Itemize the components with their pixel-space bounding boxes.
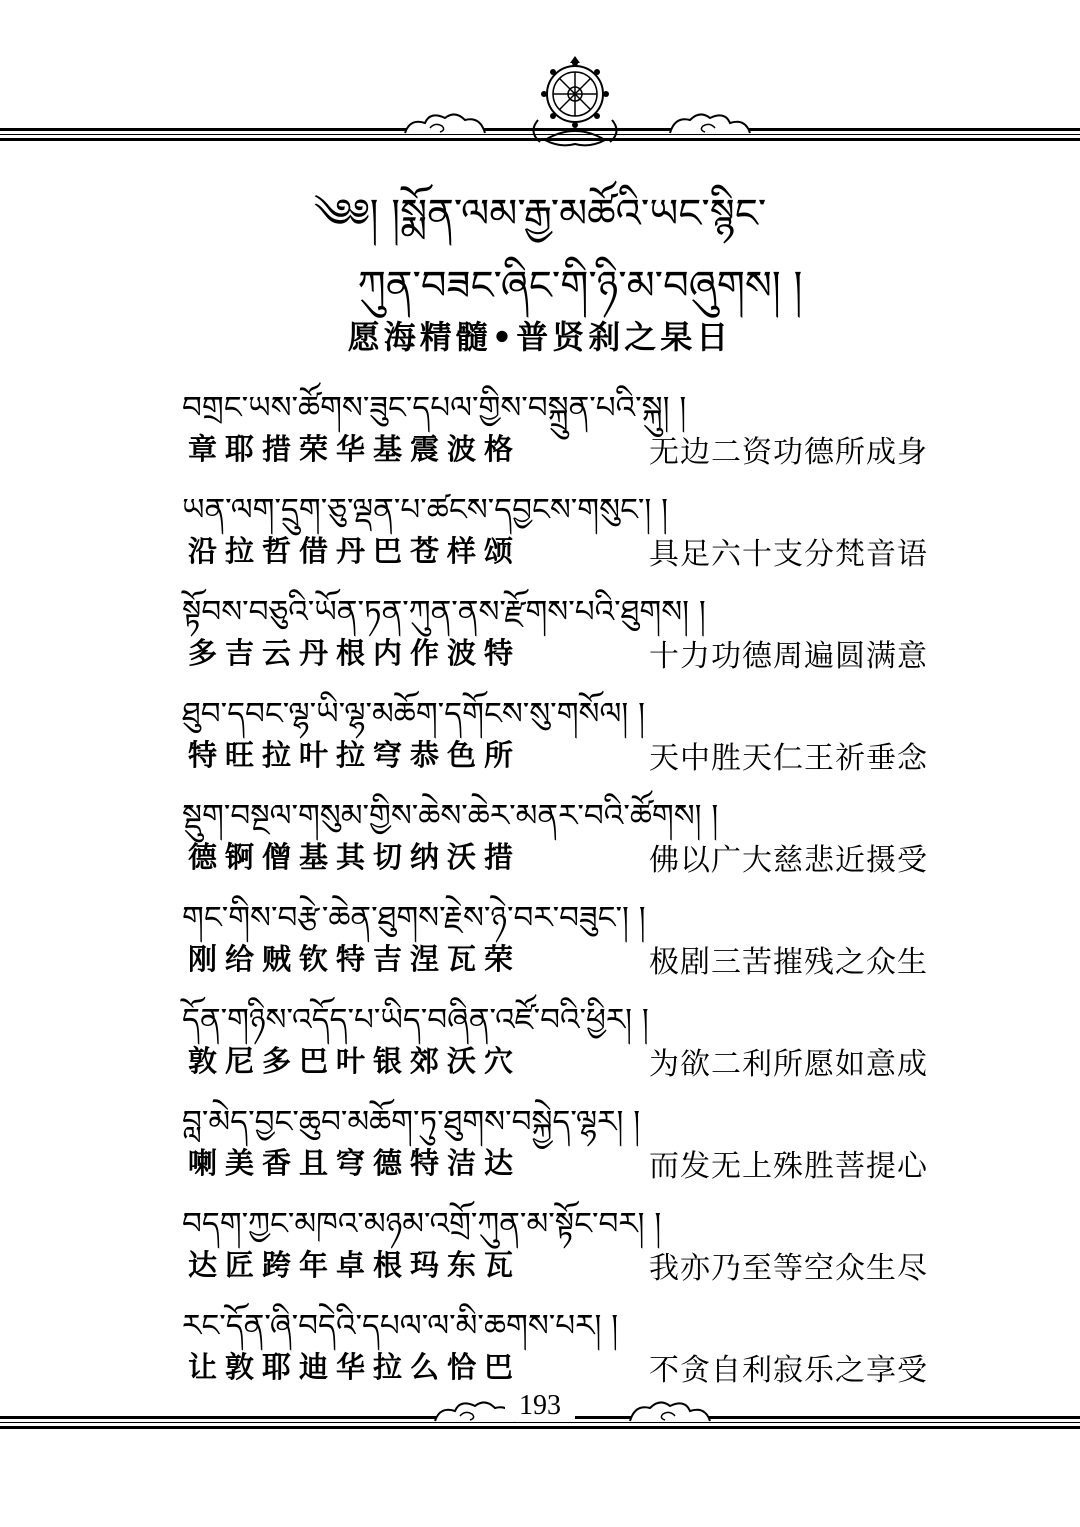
verse-tibetan: བླ་མེད་བྱང་ཆུབ་མཆོག་ཏུ་ཐུགས་བསྐྱེད་ལྷར། ། — [182, 1104, 641, 1140]
verse-tibetan: བགྲང་ཡས་ཚོགས་ཟུང་དཔལ་གྱིས་བསྐྲུན་པའི་སྐུ། ། — [182, 390, 687, 426]
verse-chinese: 为欲二利所愿如意成 — [649, 1047, 928, 1082]
verse-chinese: 极剧三苦摧残之众生 — [649, 945, 928, 980]
verse-transliteration: 让敦耶迪华拉么恰巴 — [188, 1350, 522, 1384]
verse-chinese: 具足六十支分梵音语 — [649, 537, 928, 572]
verse-3 — [182, 577, 928, 679]
verse-tibetan: ཐུབ་དབང་ལྷ་ཡི་ལྷ་མཆོག་དགོངས་སུ་གསོལ། ། — [182, 696, 645, 732]
title-chinese: 愿海精髓•普贤刹之杲日 — [347, 318, 733, 356]
verse-4 — [182, 679, 928, 781]
verse-tibetan: སྟོབས་བཅུའི་ཡོན་ཏན་ཀུན་ནས་རྫོགས་པའི་ཐུགས། ། — [182, 594, 706, 630]
verse-10 — [182, 1291, 928, 1393]
verse-transliteration: 达匠跨年卓根玛东瓦 — [188, 1248, 522, 1282]
verse-transliteration: 敦尼多巴叶银郊沃穴 — [188, 1044, 522, 1078]
verse-transliteration: 德锕僧基其切纳沃措 — [188, 840, 522, 874]
verse-chinese: 佛以广大慈悲近摄受 — [649, 843, 928, 878]
verse-tibetan: རང་དོན་ཞི་བདེའི་དཔལ་ལ་མི་ཆགས་པར། ། — [182, 1308, 619, 1344]
verse-chinese: 十力功德周遍圆满意 — [649, 639, 928, 674]
verse-2 — [182, 475, 928, 577]
verse-7 — [182, 985, 928, 1087]
title-tibetan-line2: ཀུན་བཟང་ཞིང་གི་ཉི་མ་བཞུགས། ། — [357, 263, 803, 309]
page-number: 193 — [0, 1390, 1080, 1422]
verse-8 — [182, 1087, 928, 1189]
verse-list — [182, 373, 928, 1393]
verse-chinese: 无边二资功德所成身 — [649, 435, 928, 470]
verse-tibetan: བདག་ཀྱང་མཁའ་མཉམ་འགྲོ་ཀུན་མ་སྟོང་བར། ། — [182, 1206, 662, 1242]
verse-transliteration: 章耶措荣华基震波格 — [188, 432, 522, 466]
verse-chinese: 天中胜天仁王祈垂念 — [649, 741, 928, 776]
verse-tibetan: ཡན་ལག་དྲུག་ཅུ་ལྡན་པ་ཚངས་དབྱངས་གསུང་། ། — [182, 492, 669, 528]
dharma-wheel-icon — [520, 52, 630, 150]
verse-9 — [182, 1189, 928, 1291]
verse-1 — [182, 373, 928, 475]
verse-5 — [182, 781, 928, 883]
verse-transliteration: 特旺拉叶拉穹恭色所 — [188, 738, 522, 772]
verse-transliteration: 喇美香且穹德特洁达 — [188, 1146, 522, 1180]
verse-chinese: 不贪自利寂乐之享受 — [649, 1353, 928, 1388]
verse-transliteration: 沿拉哲借丹巴苍样颂 — [188, 534, 522, 568]
verse-6 — [182, 883, 928, 985]
verse-tibetan: གང་གིས་བརྩེ་ཆེན་ཐུགས་རྗེས་ཉེ་བར་བཟུང་། ། — [182, 900, 646, 936]
cloud-ornament-icon — [665, 108, 755, 138]
verse-chinese: 而发无上殊胜菩提心 — [649, 1149, 928, 1184]
verse-transliteration: 刚给贼钦特吉涅瓦荣 — [188, 942, 522, 976]
title-tibetan-line1: ༄༅། །སྨོན་ལམ་རྒྱ་མཚོའི་ཡང་སྙིང་ — [313, 191, 767, 237]
verse-chinese: 我亦乃至等空众生尽 — [649, 1251, 928, 1286]
verse-tibetan: དོན་གཉིས་འདོད་པ་ཡིད་བཞིན་འཛོ་བའི་ཕྱིར། ། — [182, 1002, 649, 1038]
cloud-ornament-icon — [400, 108, 490, 138]
verse-transliteration: 多吉云丹根内作波特 — [188, 636, 522, 670]
verse-tibetan: སྡུག་བསྔལ་གསུམ་གྱིས་ཆེས་ཆེར་མནར་བའི་ཚོགས། ། — [182, 798, 719, 834]
